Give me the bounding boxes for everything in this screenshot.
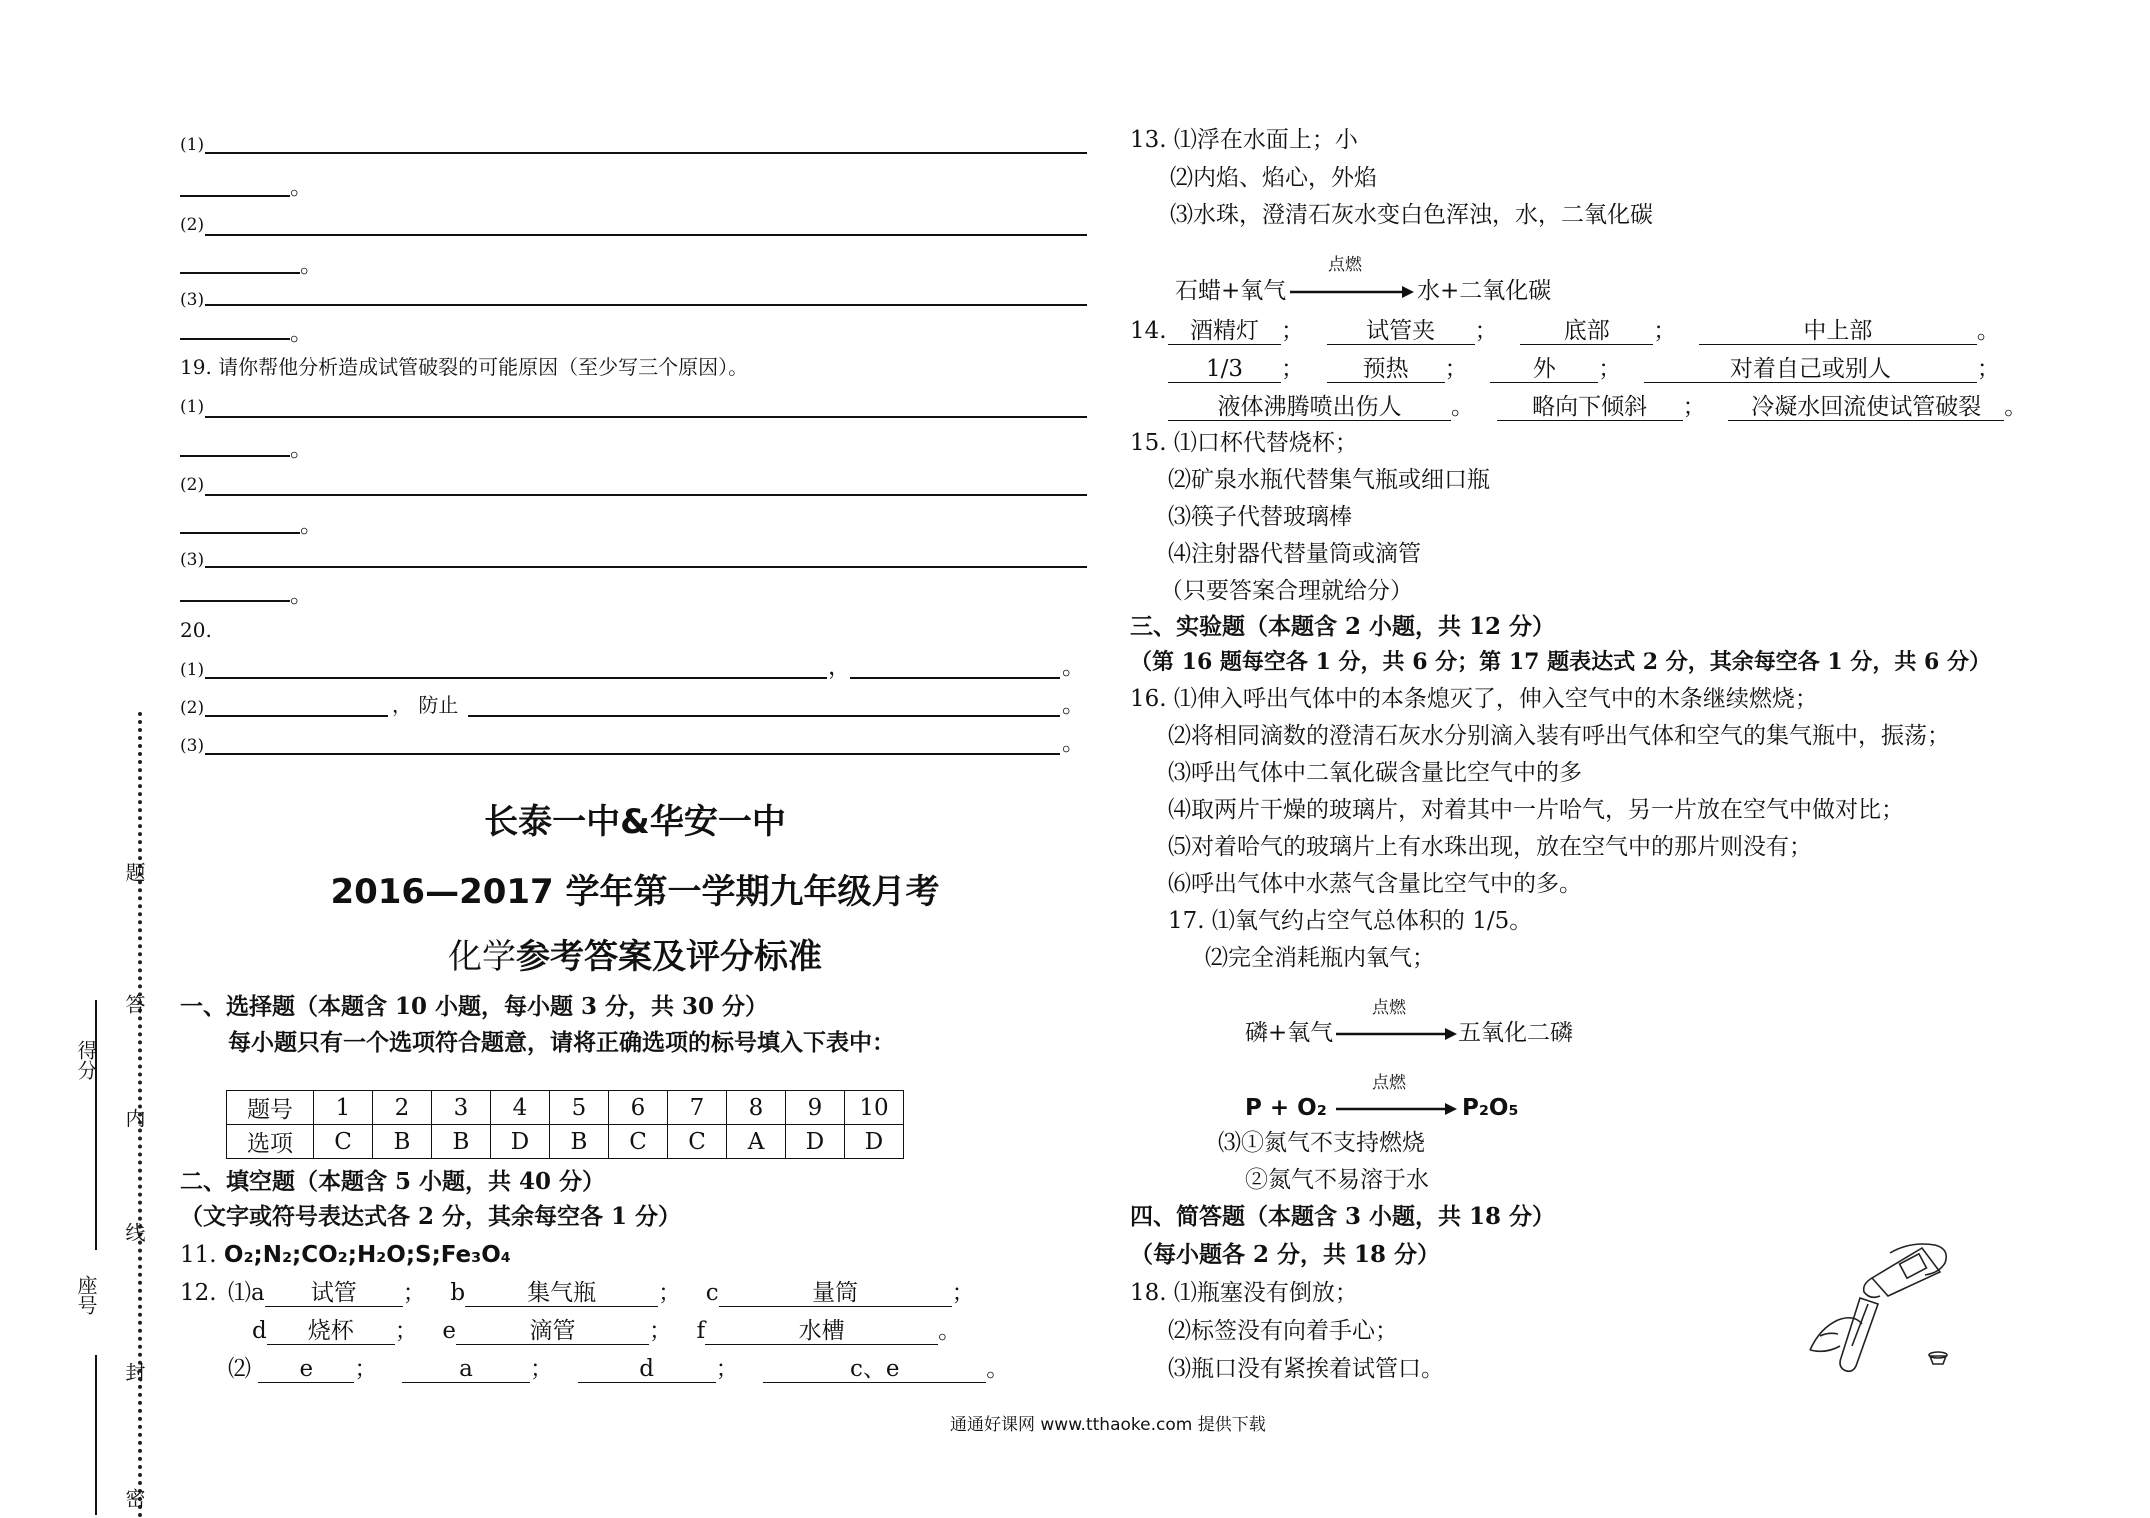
punct: ； bbox=[1976, 356, 2000, 382]
q13-line3: ⑶水珠，澄清石灰水变白色浑浊，水，二氧化碳 bbox=[1170, 202, 1653, 228]
blank-prefix: b bbox=[450, 1280, 466, 1306]
answer-blank: 集气瓶 bbox=[465, 1280, 658, 1307]
reaction-condition: 点燃 bbox=[1372, 1073, 1406, 1093]
answer-blank: 底部 bbox=[1520, 318, 1653, 345]
binding-char: 密 bbox=[122, 1488, 146, 1508]
blank-prefix: d bbox=[252, 1318, 267, 1344]
pouring-liquid-illustration-icon bbox=[1790, 1238, 1970, 1378]
answer-line[interactable] bbox=[180, 195, 290, 197]
answer-line[interactable] bbox=[205, 152, 1087, 154]
punct: ； bbox=[1653, 318, 1677, 344]
reaction-products: P₂O₅ bbox=[1462, 1095, 1519, 1121]
reaction-condition: 点燃 bbox=[1372, 998, 1406, 1018]
q17-line3: ⑶①氮气不支持燃烧 bbox=[1218, 1130, 1425, 1156]
answer-line[interactable] bbox=[205, 304, 1087, 306]
answer-blank: 外 bbox=[1490, 356, 1598, 383]
answer-line[interactable] bbox=[180, 532, 300, 534]
table-cell: D bbox=[845, 1125, 904, 1159]
reaction-products: 水+二氧化碳 bbox=[1417, 278, 1552, 304]
q15-line2: ⑵矿泉水瓶代替集气瓶或细口瓶 bbox=[1168, 467, 1490, 493]
answer-blank: d bbox=[578, 1356, 716, 1383]
answer-line[interactable] bbox=[205, 234, 1087, 236]
table-cell: B bbox=[550, 1125, 609, 1159]
q14-number: 14. bbox=[1130, 318, 1167, 344]
question-11 bbox=[180, 1240, 511, 1270]
binding-char: 线 bbox=[122, 1222, 146, 1242]
q18-line3: ⑶瓶口没有紧挨着试管口。 bbox=[1168, 1356, 1444, 1382]
answer-line[interactable] bbox=[205, 715, 388, 717]
answer-line[interactable] bbox=[850, 677, 1060, 679]
blank-row-label: (2) bbox=[180, 215, 205, 235]
answer-line[interactable] bbox=[205, 677, 827, 679]
question-19: 19. 请你帮他分析造成试管破裂的可能原因（至少写三个原因）。 bbox=[180, 355, 749, 379]
table-row bbox=[227, 1091, 904, 1125]
q16-line6: ⑹呼出气体中水蒸气含量比空气中的多。 bbox=[1168, 871, 1582, 897]
period: 。 bbox=[1062, 654, 1085, 680]
table-cell: 7 bbox=[668, 1091, 727, 1125]
blank-row-label: (1) bbox=[180, 660, 205, 680]
table-cell: 4 bbox=[491, 1091, 550, 1125]
punct: ； bbox=[648, 1318, 672, 1344]
school-title: 长泰一中&华安一中 bbox=[484, 802, 786, 842]
punct: ； bbox=[529, 1356, 553, 1382]
punct: ； bbox=[951, 1280, 975, 1306]
answer-blank: e bbox=[258, 1356, 354, 1383]
section3-note: （第 16 题每空各 1 分，共 6 分；第 17 题表达式 2 分，其余每空各 1 分，共 6 分） bbox=[1130, 649, 1991, 675]
table-cell: D bbox=[786, 1125, 845, 1159]
blank-prefix: e bbox=[442, 1318, 456, 1344]
punct: 。 bbox=[986, 1356, 1010, 1382]
answer-line[interactable] bbox=[205, 566, 1087, 568]
answer-line[interactable] bbox=[468, 715, 1060, 717]
question-20: 20. bbox=[180, 618, 212, 642]
binding-char: 内 bbox=[122, 1108, 146, 1128]
answer-blank: 1/3 bbox=[1168, 356, 1281, 383]
punct: 。 bbox=[1451, 394, 1474, 420]
punct: 。 bbox=[2004, 394, 2028, 420]
answer-blank: 略向下倾斜 bbox=[1497, 394, 1683, 421]
answer-table bbox=[226, 1090, 904, 1159]
answer-blank: 酒精灯 bbox=[1168, 318, 1281, 345]
blank-row-label: (1) bbox=[180, 135, 205, 155]
subject-plain: 化学 bbox=[448, 937, 516, 977]
section1-note: 每小题只有一个选项符合题意，请将正确选项的标号填入下表中： bbox=[228, 1029, 895, 1056]
answer-line[interactable] bbox=[180, 338, 290, 340]
table-cell: B bbox=[373, 1125, 432, 1159]
punct: ； bbox=[1281, 356, 1304, 382]
q18-line2: ⑵标签没有向着手心； bbox=[1168, 1318, 1398, 1344]
reaction-products: 五氧化二磷 bbox=[1458, 1020, 1573, 1046]
score-label: 得分 bbox=[74, 1040, 98, 1080]
q15-line5: （只要答案合理就给分） bbox=[1160, 578, 1413, 604]
blank-row-label: (1) bbox=[180, 397, 205, 417]
table-cell: 8 bbox=[727, 1091, 786, 1125]
reaction-arrow-icon bbox=[1336, 1024, 1458, 1044]
section2-note: （文字或符号表达式各 2 分，其余每空各 1 分） bbox=[180, 1203, 682, 1230]
q12-row2 bbox=[252, 1316, 961, 1346]
term-title: 2016—2017 学年第一学期九年级月考 bbox=[330, 872, 940, 912]
q11-answer: O₂;N₂;CO₂;H₂O;S;Fe₃O₄ bbox=[223, 1242, 511, 1268]
seat-label: 座号 bbox=[74, 1275, 98, 1315]
subject-bold: 参考答案及评分标准 bbox=[516, 937, 822, 977]
reaction-reactants: 石蜡+氧气 bbox=[1175, 278, 1287, 304]
table-cell: C bbox=[314, 1125, 373, 1159]
blank-row-label: (3) bbox=[180, 290, 205, 310]
answer-blank: 试管夹 bbox=[1327, 318, 1475, 345]
table-cell: 3 bbox=[432, 1091, 491, 1125]
reaction-condition: 点燃 bbox=[1328, 255, 1362, 275]
answer-blank: 液体沸腾喷出伤人 bbox=[1168, 394, 1451, 421]
punct: ； bbox=[394, 1318, 418, 1344]
section3-title: 三、实验题（本题含 2 小题，共 12 分） bbox=[1130, 613, 1556, 640]
blank-row-label: (3) bbox=[180, 550, 205, 570]
prevent-label: ， 防止 bbox=[392, 693, 459, 717]
table-cell: 1 bbox=[314, 1091, 373, 1125]
punct: ； bbox=[658, 1280, 682, 1306]
punct: ； bbox=[402, 1280, 426, 1306]
answer-line[interactable] bbox=[180, 455, 290, 457]
punct: ； bbox=[1444, 356, 1468, 382]
blank-prefix: ⑴a bbox=[228, 1280, 265, 1306]
answer-blank: 试管 bbox=[265, 1280, 403, 1307]
blank-prefix: c bbox=[705, 1280, 719, 1306]
answer-blank: 烧杯 bbox=[267, 1318, 395, 1345]
section4-title: 四、简答题（本题含 3 小题，共 18 分） bbox=[1130, 1203, 1556, 1230]
comma: ， bbox=[828, 654, 851, 680]
punct: ； bbox=[1474, 318, 1498, 344]
answer-blank: 预热 bbox=[1327, 356, 1445, 383]
answer-blank: 对着自己或别人 bbox=[1644, 356, 1977, 383]
q17-line2: ⑵完全消耗瓶内氧气； bbox=[1205, 945, 1435, 971]
table-cell: 2 bbox=[373, 1091, 432, 1125]
q17-line4: ②氮气不易溶于水 bbox=[1245, 1167, 1429, 1193]
section2-title: 二、填空题（本题含 5 小题，共 40 分） bbox=[180, 1168, 606, 1195]
reaction-reactants: P + O₂ bbox=[1245, 1095, 1327, 1121]
punct: 。 bbox=[1976, 318, 2000, 344]
table-cell: B bbox=[432, 1125, 491, 1159]
table-header-cell: 题号 bbox=[227, 1091, 314, 1125]
answer-line[interactable] bbox=[180, 272, 300, 274]
q16-line2: ⑵将相同滴数的澄清石灰水分别滴入装有呼出气体和空气的集气瓶中，振荡； bbox=[1168, 723, 1950, 749]
table-row bbox=[227, 1125, 904, 1159]
answer-line[interactable] bbox=[205, 494, 1087, 496]
q12-row3 bbox=[228, 1354, 1009, 1384]
answer-blank: 中上部 bbox=[1699, 318, 1977, 345]
answer-blank: 水槽 bbox=[705, 1318, 938, 1345]
blank-prefix: f bbox=[696, 1318, 706, 1344]
period: 。 bbox=[300, 252, 323, 278]
period: 。 bbox=[290, 436, 313, 462]
answer-blank: 冷凝水回流使试管破裂 bbox=[1728, 394, 2004, 421]
table-cell: 5 bbox=[550, 1091, 609, 1125]
q15-line3: ⑶筷子代替玻璃棒 bbox=[1168, 504, 1352, 530]
table-cell: C bbox=[609, 1125, 668, 1159]
punct: ； bbox=[1598, 356, 1622, 382]
period: 。 bbox=[1062, 730, 1085, 756]
footer-text: 通通好课网 www.tthaoke.com 提供下载 bbox=[950, 1415, 1266, 1435]
q17-line1: 17. ⑴氧气约占空气总体积的 1/5。 bbox=[1168, 908, 1533, 934]
q13-line2: ⑵内焰、焰心，外焰 bbox=[1170, 165, 1377, 191]
table-cell: 6 bbox=[609, 1091, 668, 1125]
q14-row2 bbox=[1168, 354, 2000, 384]
q16-line5: ⑸对着哈气的玻璃片上有水珠出现，放在空气中的那片则没有； bbox=[1168, 834, 1812, 860]
answer-blank: 量筒 bbox=[719, 1280, 952, 1307]
table-header-cell: 选项 bbox=[227, 1125, 314, 1159]
section1-title: 一、选择题（本题含 10 小题，每小题 3 分，共 30 分） bbox=[180, 993, 769, 1020]
answer-line[interactable] bbox=[180, 600, 290, 602]
table-cell: 9 bbox=[786, 1091, 845, 1125]
binding-char: 封 bbox=[122, 1362, 146, 1382]
binding-char: 答 bbox=[122, 994, 146, 1014]
answer-blank: c、e bbox=[763, 1356, 986, 1383]
punct: ； bbox=[354, 1356, 378, 1382]
blank-row-label: (3) bbox=[180, 736, 205, 756]
q12-row1 bbox=[228, 1278, 975, 1308]
answer-blank: 滴管 bbox=[456, 1318, 649, 1345]
table-cell: D bbox=[491, 1125, 550, 1159]
q15-line1: 15. ⑴口杯代替烧杯； bbox=[1130, 430, 1358, 456]
answer-line[interactable] bbox=[205, 753, 1060, 755]
q15-line4: ⑷注射器代替量筒或滴管 bbox=[1168, 541, 1421, 567]
answer-line[interactable] bbox=[205, 416, 1087, 418]
table-cell: 10 bbox=[845, 1091, 904, 1125]
punct: ； bbox=[715, 1356, 739, 1382]
blank-row-label: (2) bbox=[180, 475, 205, 495]
q13-line1: 13. ⑴浮在水面上；小 bbox=[1130, 127, 1358, 153]
period: 。 bbox=[300, 512, 323, 538]
section4-note: （每小题各 2 分，共 18 分） bbox=[1130, 1241, 1441, 1268]
reaction-arrow-icon bbox=[1336, 1099, 1458, 1119]
blank-row-label: (2) bbox=[180, 698, 205, 718]
binding-line bbox=[95, 1355, 97, 1515]
reaction-arrow-icon bbox=[1290, 282, 1415, 302]
blank-prefix: ⑵ bbox=[228, 1356, 251, 1382]
q16-line1: 16. ⑴伸入呼出气体中的本条熄灭了，伸入空气中的木条继续燃烧； bbox=[1130, 686, 1818, 712]
reaction-reactants: 磷+氧气 bbox=[1245, 1020, 1334, 1046]
table-cell: A bbox=[727, 1125, 786, 1159]
q11-number: 11. bbox=[180, 1242, 217, 1268]
binding-line bbox=[95, 1000, 97, 1250]
binding-char: 题 bbox=[122, 862, 146, 882]
table-cell: C bbox=[668, 1125, 727, 1159]
answer-blank: a bbox=[402, 1356, 530, 1383]
q14-row3 bbox=[1168, 392, 2027, 422]
subject-title bbox=[180, 935, 1090, 979]
q12-number: 12. bbox=[180, 1280, 217, 1306]
punct: ； bbox=[1682, 394, 1706, 420]
q14-row1 bbox=[1168, 316, 2000, 346]
punct: ； bbox=[1281, 318, 1304, 344]
punct: 。 bbox=[938, 1318, 962, 1344]
period: 。 bbox=[1062, 692, 1085, 718]
q16-line3: ⑶呼出气体中二氧化碳含量比空气中的多 bbox=[1168, 760, 1582, 786]
q16-line4: ⑷取两片干燥的玻璃片，对着其中一片哈气，另一片放在空气中做对比； bbox=[1168, 797, 1904, 823]
period: 。 bbox=[290, 174, 313, 200]
period: 。 bbox=[290, 320, 313, 346]
period: 。 bbox=[290, 582, 313, 608]
q18-line1: 18. ⑴瓶塞没有倒放； bbox=[1130, 1280, 1358, 1306]
